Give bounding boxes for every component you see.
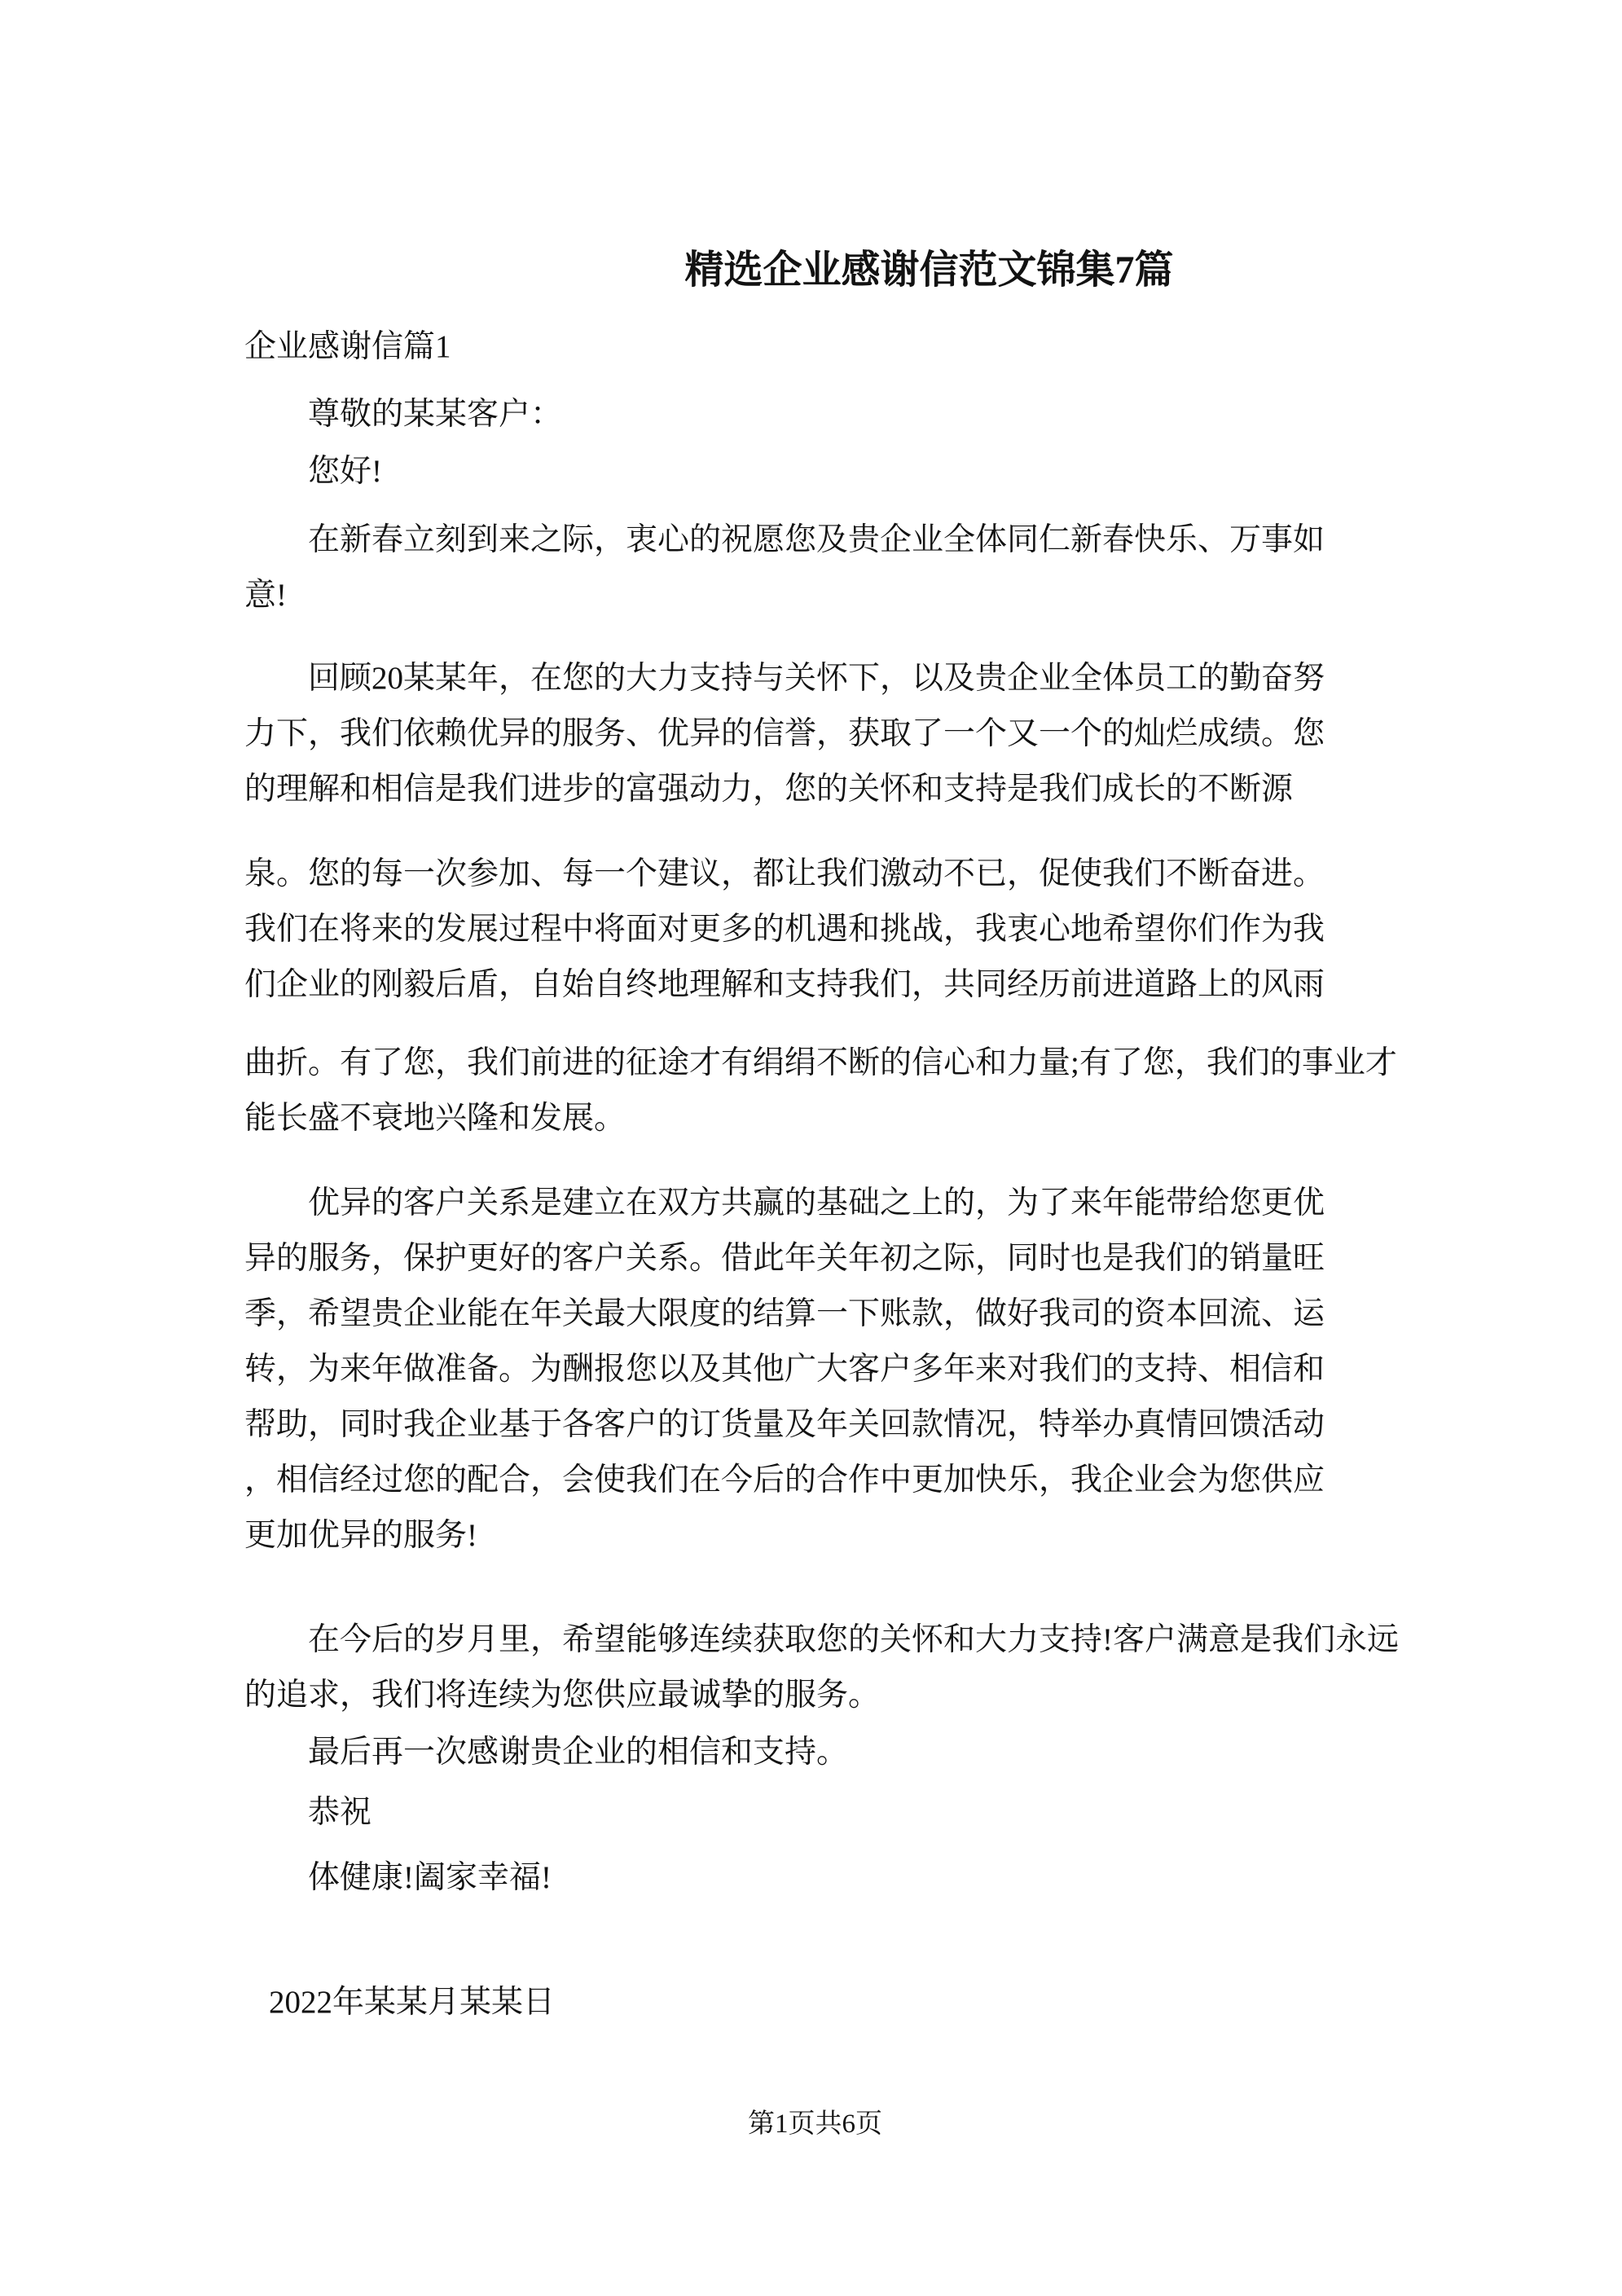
paragraph bbox=[244, 1725, 1386, 1780]
text-line: 季，希望贵企业能在年关最大限度的结算一下账款，做好我司的资本回流、运 bbox=[244, 1296, 1325, 1331]
text-line: 优异的客户关系是建立在双方共赢的基础之上的，为了来年能带给您更优 bbox=[308, 1185, 1325, 1221]
text-line: 力下，我们依赖优异的服务、优异的信誉，获取了一个又一个的灿烂成绩。您 bbox=[244, 716, 1325, 751]
document-title: 精选企业感谢信范文锦集7篇 bbox=[684, 249, 1174, 292]
paragraph bbox=[244, 847, 1386, 1013]
paragraph bbox=[244, 1612, 1399, 1723]
paragraph bbox=[244, 651, 1386, 817]
letter-body bbox=[244, 387, 1399, 1906]
paragraph bbox=[244, 1036, 1397, 1146]
text-line: 能长盛不衰地兴隆和发展。 bbox=[244, 1101, 626, 1136]
paragraph bbox=[244, 1785, 1386, 1841]
text-line: 尊敬的某某客户： bbox=[308, 397, 563, 432]
paragraph bbox=[244, 1176, 1386, 1564]
text-line: 我们在将来的发展过程中将面对更多的机遇和挑战，我衷心地希望你们作为我 bbox=[244, 912, 1325, 947]
paragraph bbox=[244, 387, 1386, 442]
paragraph bbox=[244, 1850, 1386, 1906]
paragraph bbox=[244, 512, 1386, 623]
text-line: 们企业的刚毅后盾，自始自终地理解和支持我们，共同经历前进道路上的风雨 bbox=[244, 967, 1325, 1002]
paragraph bbox=[244, 444, 1386, 499]
text-line: 体健康!阖家幸福! bbox=[308, 1860, 552, 1895]
page-footer bbox=[244, 2110, 1386, 2138]
text-line: 回顾20某某年，在您的大力支持与关怀下，以及贵企业全体员工的勤奋努 bbox=[308, 661, 1325, 696]
text-line: 在今后的岁月里，希望能够连续获取您的关怀和大力支持!客户满意是我们永远 bbox=[308, 1622, 1399, 1657]
text-line: 您好! bbox=[308, 454, 382, 489]
text-line: 更加优异的服务! bbox=[244, 1518, 477, 1553]
text-line: 曲折。有了您，我们前进的征途才有绢绢不断的信心和力量;有了您，我们的事业才 bbox=[244, 1045, 1397, 1080]
text-line: 的追求，我们将连续为您供应最诚挚的服务。 bbox=[244, 1678, 881, 1713]
page-number-label: 第1页共6页 bbox=[748, 2109, 882, 2139]
date-line: 2022年某某月某某日 bbox=[269, 1985, 556, 2020]
text-line: 恭祝 bbox=[308, 1795, 372, 1830]
text-line: 的理解和相信是我们进步的富强动力，您的关怀和支持是我们成长的不断源 bbox=[244, 772, 1294, 807]
text-line: 在新春立刻到来之际，衷心的祝愿您及贵企业全体同仁新春快乐、万事如 bbox=[308, 522, 1325, 557]
text-line: 意! bbox=[244, 578, 287, 613]
text-line: 最后再一次感谢贵企业的相信和支持。 bbox=[308, 1735, 849, 1770]
text-line: ，相信经过您的配合，会使我们在今后的合作中更加快乐，我企业会为您供应 bbox=[244, 1462, 1325, 1498]
text-line: 帮助，同时我企业基于各客户的订货量及年关回款情况，特举办真情回馈活动 bbox=[244, 1407, 1325, 1442]
text-line: 转，为来年做准备。为酬报您以及其他广大客户多年来对我们的支持、相信和 bbox=[244, 1352, 1325, 1387]
text-line: 异的服务，保护更好的客户关系。借此年关年初之际，同时也是我们的销量旺 bbox=[244, 1241, 1325, 1276]
section-heading: 企业感谢信篇1 bbox=[244, 329, 451, 364]
text-line: 泉。您的每一次参加、每一个建议，都让我们激动不已，促使我们不断奋进。 bbox=[244, 856, 1325, 891]
